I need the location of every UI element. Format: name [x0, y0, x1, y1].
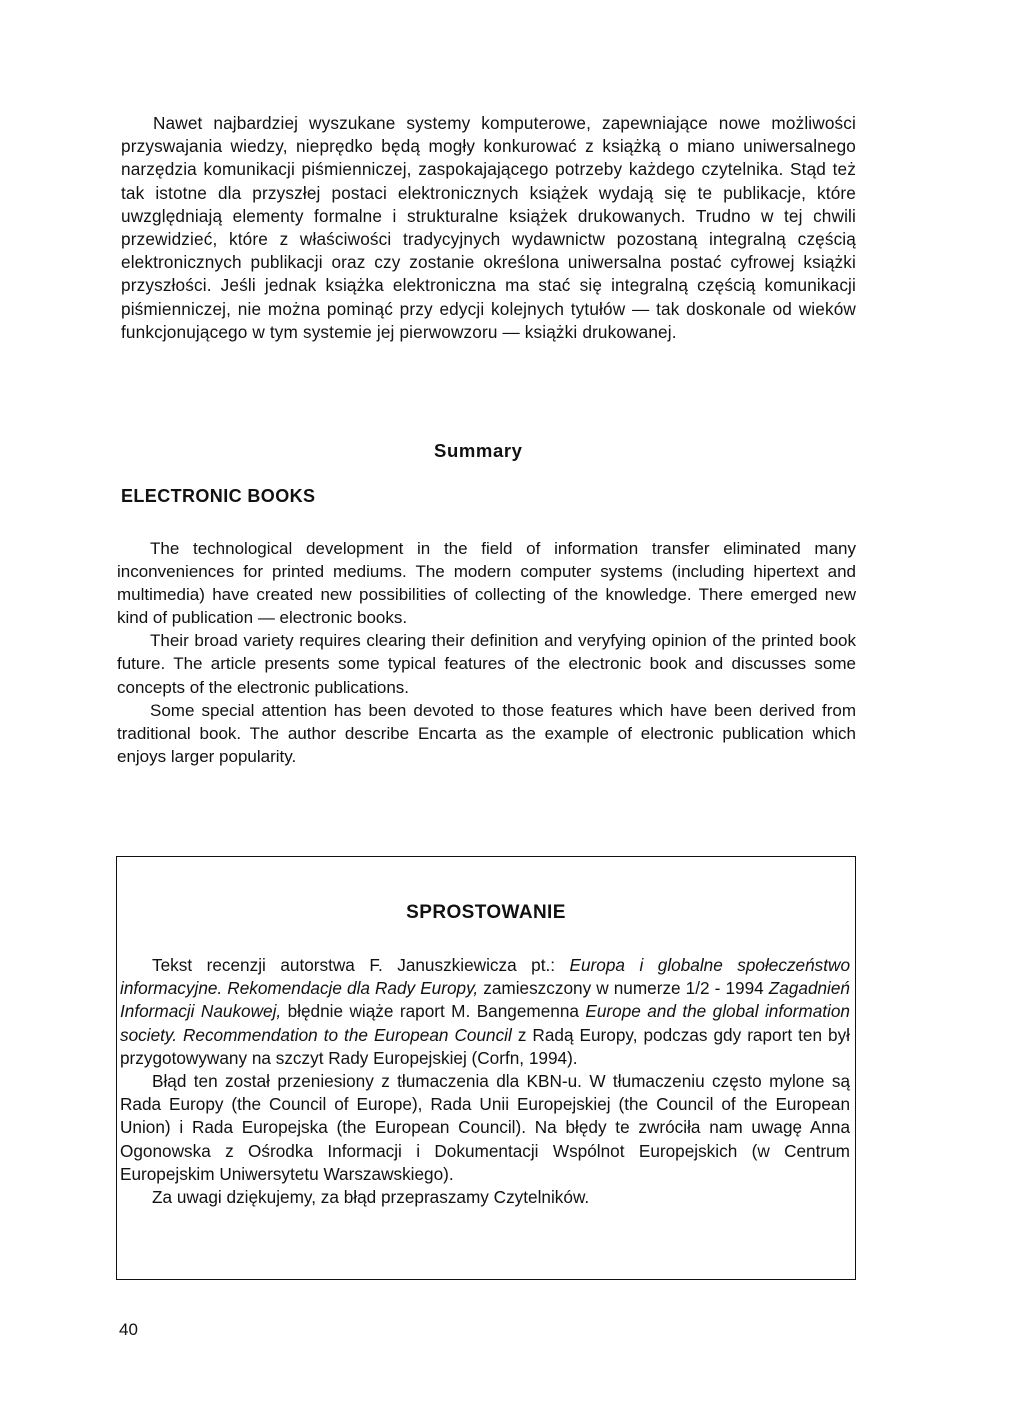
correction-box — [116, 856, 856, 1280]
correction-title-italic: Europa i globalne społeczeństwo informacyjne. Rekomendacje dla Rady Europy, — [120, 955, 850, 999]
correction-paragraph: Za uwagi dziękujemy, za błąd przepraszamy Czytelników. — [152, 1187, 590, 1208]
report-title-italic: Europe and the global information society. Recommendation to the European Council — [120, 1001, 850, 1045]
correction-text: zamieszczony w numerze 1/2 - 1994 — [478, 978, 769, 999]
summary-heading: Summary — [434, 440, 523, 461]
correction-text: błędnie wiąże raport M. Bangemenna — [281, 1001, 586, 1022]
summary-paragraph: Their broad variety requires clearing their definition and veryfying opinion of the printed book future. The article presents some typical features of the electronic book and discusses some concepts of the electronic publications. — [117, 631, 856, 697]
summary-body — [117, 537, 856, 768]
correction-body — [120, 954, 850, 1209]
correction-text: z Radą Europy, podczas gdy raport ten był przygotowywany na szczyt Rady Europejskiej (Corfn, 1994). — [120, 1024, 850, 1068]
correction-paragraph — [120, 954, 850, 1070]
journal-name-italic: Zagadnień Informacji Naukowej, — [120, 978, 850, 1022]
summary-paragraph: Some special attention has been devoted to those features which have been derived from traditional book. The author describe Encarta as the example of electronic publication which enjoys larger popularity. — [117, 700, 856, 766]
polish-paragraph: Nawet najbardziej wyszukane systemy komputerowe, zapewniające nowe możliwości przyswajania wiedzy, nieprędko będą mogły konkurować z książką o miano uniwersalnego narzędzia komunikacji piśmienniczej, zaspokajającego potrzeby każdego czytelnika. Stąd też tak istotne dla przyszłej postaci elektronicznych książek wydają się te publikacje, które uwzględniają elementy formalne i strukturalne książek drukowanych. Trudno w tej chwili przewidzieć, które z właściwości tradycyjnych wydawnictw pozostaną integralną częścią elektronicznych publikacji oraz czy zostanie określona uniwersalna postać cyfrowej książki przyszłości. Jeśli jednak książka elektroniczna ma stać się integralną częścią komunikacji piśmienniczej, nie można pominąć przy edycji kolejnych tytułów — tak doskonale od wieków funkcjonującego w tym systemie jej pierwowzoru — książki drukowanej. — [121, 113, 856, 342]
correction-text: Tekst recenzji autorstwa F. Januszkiewicza pt.: — [152, 955, 570, 975]
correction-title: SPROSTOWANIE — [406, 902, 566, 923]
page-number: 40 — [119, 1320, 138, 1339]
correction-paragraph: Błąd ten został przeniesiony z tłumaczenia dla KBN-u. W tłumaczeniu często mylone są Rada Europy (the Council of Europe), Rada Unii Europejskiej (the Council of the European Union) i Rada Europejska (the European Council). Na błędy te zwróciła nam uwagę Anna Ogonowska z Ośrodka Informacji i Dokumentacji Wspólnot Europejskich (w Centrum Europejskim Uniwersytetu Warszawskiego). — [120, 1071, 850, 1184]
english-title: ELECTRONIC BOOKS — [121, 486, 316, 506]
summary-paragraph: The technological development in the field of information transfer eliminated many inconveniences for printed mediums. The modern computer systems (including hipertext and multimedia) have created new possibilities of collecting of the knowledge. There emerged new kind of publication — electronic books. — [117, 539, 856, 628]
